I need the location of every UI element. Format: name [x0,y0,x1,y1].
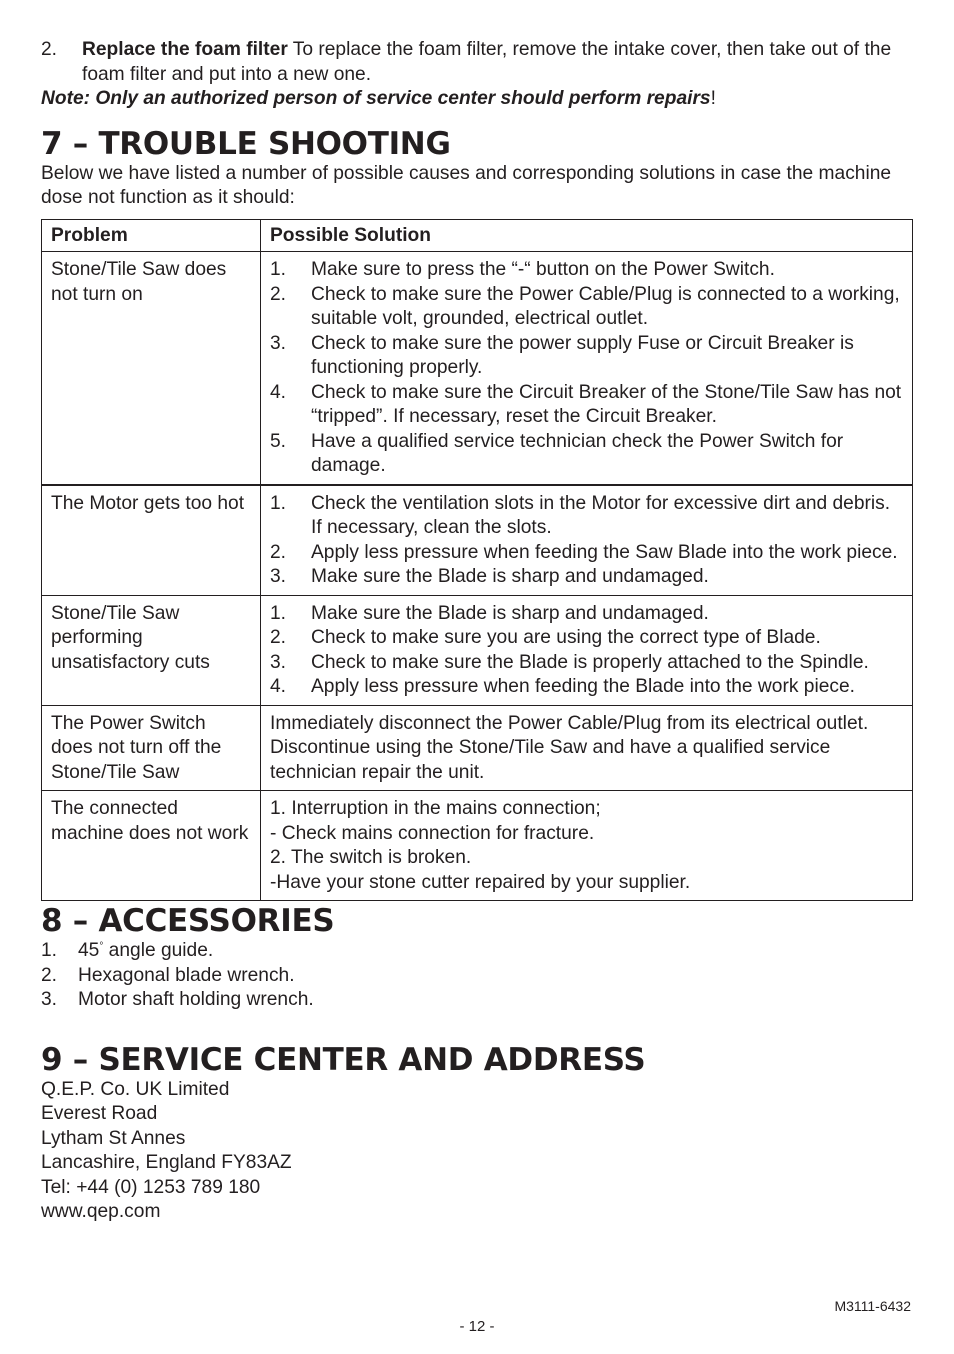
note-suffix: ! [710,88,716,109]
step-text: To replace the foam filter, remove the intake cover, then take out of the foam filter and put into a new one. [82,39,892,85]
page-number: - 12 - [459,1318,495,1335]
problem-cell: The Motor gets too hot [42,485,261,596]
solution-cell [261,595,913,705]
step-title: Replace the foam filter [82,39,288,60]
solution-number: 4. [270,676,287,697]
list-item [41,988,913,1013]
address-line: Everest Road [41,1103,158,1124]
table-header-row [42,219,913,252]
solution-item [270,626,903,651]
item-text: 45 [78,940,100,961]
solution-text: Check to make sure the Circuit Breaker of the Stone/Tile Saw has not “tripped”. If necessary, reset the Circuit Breaker. [311,381,902,427]
maintenance-step [41,38,913,87]
solution-cell [261,252,913,485]
solution-item [270,675,903,700]
solution-cell [261,485,913,596]
solution-number: 1. [270,492,287,514]
item-text-rest: angle guide. [103,940,214,961]
step-number: 2. [41,39,58,60]
solution-item [270,430,903,479]
item-number: 1. [41,940,58,961]
address-line: Lytham St Annes [41,1127,186,1149]
solution-text: Check to make sure the Power Cable/Plug is connected to a working, suitable volt, grounded, electrical outlet. [311,283,900,329]
solution-line: 2. The switch is broken. [270,847,472,868]
table-row [42,595,913,705]
list-item [41,939,913,964]
solution-text: Apply less pressure when feeding the Saw Blade into the work piece. [311,541,898,563]
solution-item [270,651,903,676]
solution-number: 1. [270,602,287,624]
solution-number: 3. [270,332,287,354]
solution-item [270,492,903,541]
solution-item [270,565,903,590]
solution-text: Make sure to press the “-“ button on the Power Switch. [311,259,775,280]
degree-symbol: ° [99,941,104,952]
address-line: Lancashire, England FY83AZ [41,1152,292,1173]
service-heading: 9 – SERVICE CENTER AND ADDRESS [41,1041,646,1078]
table-row [42,485,913,596]
solution-number: 2. [270,627,287,648]
table-row [42,705,913,791]
solution-text: Apply less pressure when feeding the Blade into the work piece. [311,676,855,697]
problem-cell: Stone/Tile Saw performing unsatisfactory cuts [42,595,261,705]
list-item [41,964,913,989]
item-text: Hexagonal blade wrench. [78,964,295,986]
website-line: www.qep.com [41,1201,161,1222]
solution-item [270,381,903,430]
manual-page [41,38,913,1225]
accessories-list [41,939,913,1013]
model-code: M3111-6432 [834,1298,911,1314]
troubleshooting-intro: Below we have listed a number of possible causes and corresponding solutions in case the machine dose not function as it should: [41,162,892,208]
troubleshooting-table [41,219,913,902]
solution-line: 1. Interruption in the mains connection; [270,798,601,819]
solution-number: 2. [270,283,287,305]
service-address [41,1078,913,1225]
solution-item [270,602,903,627]
problem-cell: The Power Switch does not turn off the Stone/Tile Saw [42,705,261,791]
solution-text: Check the ventilation slots in the Motor for excessive dirt and debris. If necessary, clean the slots. [311,492,891,538]
solution-item [270,541,903,566]
accessories-heading: 8 – ACCESSORIES [41,903,335,939]
column-header-solution: Possible Solution [261,219,913,252]
item-number: 3. [41,989,58,1010]
phone-line: Tel: +44 (0) 1253 789 180 [41,1176,261,1198]
item-text: Motor shaft holding wrench. [78,989,314,1010]
table-row [42,252,913,485]
solution-cell: Immediately disconnect the Power Cable/Plug from its electrical outlet. Discontinue using the Stone/Tile Saw and have a qualified service technician repair the unit. [261,705,913,791]
solution-number: 3. [270,566,287,587]
solution-number: 1. [270,259,287,280]
solution-number: 5. [270,430,287,452]
solution-text: Make sure the Blade is sharp and undamaged. [311,602,709,624]
problem-cell: The connected machine does not work [42,791,261,901]
problem-cell: Stone/Tile Saw does not turn on [42,252,261,485]
solution-text: Check to make sure you are using the correct type of Blade. [311,627,821,648]
solution-text: Check to make sure the power supply Fuse or Circuit Breaker is functioning properly. [311,332,854,378]
solution-number: 3. [270,651,287,673]
solution-line: - Check mains connection for fracture. [270,822,595,844]
table-row [42,791,913,901]
item-number: 2. [41,964,58,986]
address-line: Q.E.P. Co. UK Limited [41,1078,230,1100]
column-header-problem: Problem [42,219,261,252]
step-body [82,38,913,87]
solution-text: Check to make sure the Blade is properly attached to the Spindle. [311,651,869,673]
solution-item [270,332,903,381]
solution-number: 4. [270,381,287,403]
troubleshooting-heading: 7 – TROUBLE SHOOTING [41,125,451,162]
solution-cell [261,791,913,901]
solution-line: -Have your stone cutter repaired by your supplier. [270,871,691,893]
solution-item [270,283,903,332]
solution-text: Make sure the Blade is sharp and undamaged. [311,566,709,587]
note-text: Note: Only an authorized person of service center should perform repairs [41,88,711,109]
repair-note [41,87,913,112]
solution-item [270,258,903,283]
solution-number: 2. [270,541,287,563]
solution-text: Have a qualified service technician check the Power Switch for damage. [311,430,844,476]
